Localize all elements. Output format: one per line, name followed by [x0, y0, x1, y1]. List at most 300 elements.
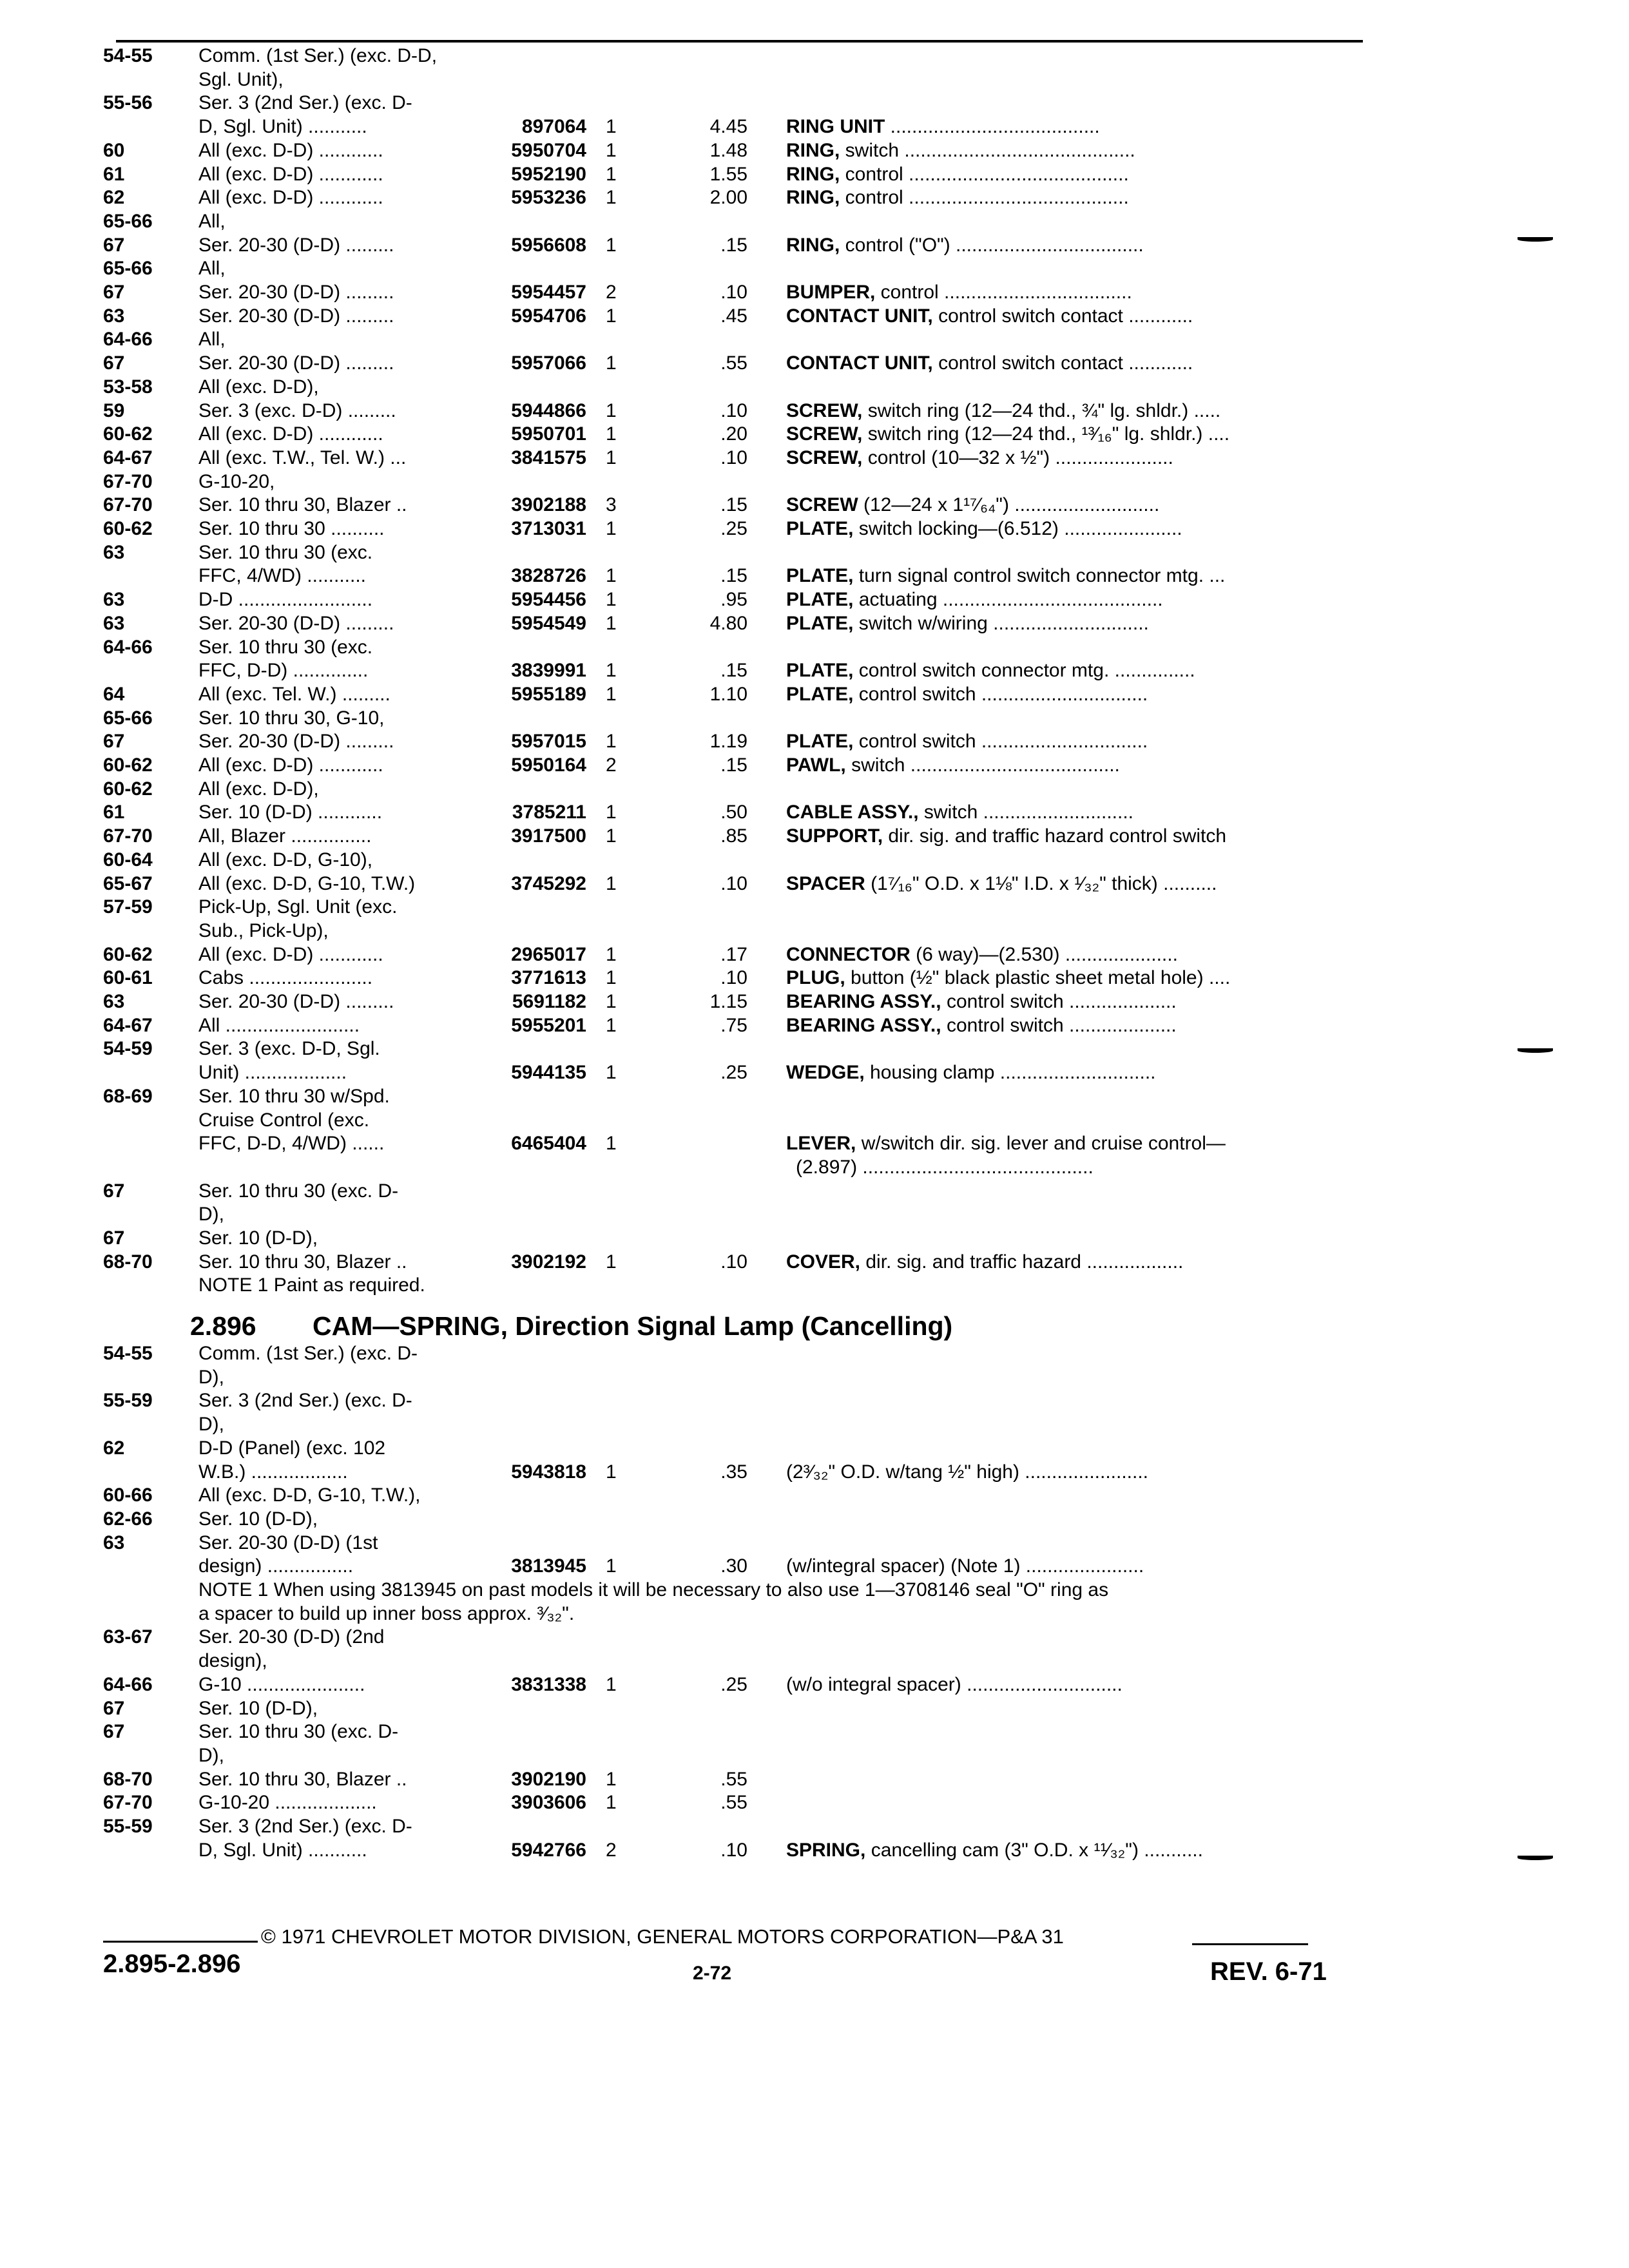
- application: All (exc. D-D, G-10, T.W.),: [198, 1486, 421, 1506]
- application: FFC, D-D) ..............: [198, 661, 369, 681]
- price: .45: [720, 306, 747, 326]
- part-description: [786, 519, 1379, 539]
- list-row: [103, 70, 1360, 95]
- price: 2.00: [709, 188, 747, 208]
- list-row: [103, 1675, 1360, 1700]
- part-description: [786, 827, 1379, 846]
- model-year: 54-55: [103, 1344, 153, 1363]
- part-name: WEDGE,: [786, 1063, 865, 1083]
- part-number: 3841575: [511, 448, 586, 468]
- application: Ser. 20-30 (D-D) .........: [198, 992, 394, 1012]
- part-name: PLUG,: [786, 968, 845, 988]
- model-year: 61: [103, 164, 125, 184]
- part-number: 5942766: [511, 1840, 586, 1860]
- application: Ser. 20-30 (D-D) .........: [198, 283, 394, 302]
- model-year: 60: [103, 140, 125, 160]
- part-detail: control .........................................: [840, 164, 1129, 184]
- list-row: [103, 732, 1360, 756]
- part-description: [786, 1016, 1379, 1035]
- list-row: [103, 590, 1360, 615]
- part-number: 3831338: [511, 1675, 586, 1695]
- price: .95: [720, 590, 747, 610]
- list-row: [103, 874, 1360, 899]
- part-number: 5952190: [511, 164, 586, 184]
- section-number: 2.896: [190, 1311, 256, 1341]
- list-row: [103, 401, 1360, 426]
- application: Comm. (1st Ser.) (exc. D-: [198, 1344, 418, 1363]
- price: .25: [720, 1063, 747, 1083]
- application: Sgl. Unit),: [198, 70, 284, 90]
- part-number: 5954456: [511, 590, 586, 610]
- list-row: [103, 543, 1360, 568]
- model-year: 67: [103, 1722, 125, 1742]
- application: Ser. 10 (D-D),: [198, 1229, 318, 1248]
- list-row: [103, 921, 1360, 946]
- part-number: 897064: [521, 117, 586, 137]
- part-detail: control switch connector mtg. ...............: [853, 661, 1195, 681]
- list-row: [103, 212, 1360, 236]
- section-heading: [190, 1313, 952, 1340]
- quantity: 1: [606, 1675, 617, 1695]
- list-row: [103, 141, 1360, 166]
- part-description: [786, 566, 1379, 586]
- part-detail: dir. sig. and traffic hazard ..................: [860, 1252, 1184, 1272]
- part-detail: switch .......................................: [845, 756, 1120, 775]
- part-detail: switch ...........................................: [840, 140, 1135, 160]
- price: .20: [720, 425, 747, 445]
- part-description: [786, 165, 1379, 184]
- application: Ser. 20-30 (D-D) .........: [198, 306, 394, 326]
- part-description: [786, 1675, 1379, 1695]
- part-description: [786, 1134, 1379, 1153]
- list-row: [103, 1793, 1360, 1818]
- model-year: 64-67: [103, 1015, 153, 1035]
- part-detail: button (½" black plastic sheet metal hole) ....: [845, 968, 1231, 988]
- application: Ser. 20-30 (D-D) .........: [198, 354, 394, 374]
- price: .15: [720, 235, 747, 255]
- model-year: 54-55: [103, 46, 153, 66]
- model-year: 65-66: [103, 259, 153, 279]
- list-row: [103, 165, 1360, 189]
- price: .17: [720, 945, 747, 965]
- quantity: 1: [606, 1793, 617, 1813]
- part-description: [786, 874, 1379, 894]
- list-row: [103, 425, 1360, 449]
- list-row: [103, 1344, 1360, 1369]
- application: All (exc. Tel. W.) .........: [198, 684, 390, 704]
- model-year: 63: [103, 613, 125, 633]
- model-year: 62: [103, 1438, 125, 1458]
- quantity: 1: [606, 874, 617, 894]
- price: 1.55: [709, 164, 747, 184]
- application: All (exc. D-D) ............: [198, 945, 383, 965]
- list-row: [103, 519, 1360, 544]
- part-description: [786, 661, 1379, 680]
- application: Ser. 10 thru 30 ..........: [198, 519, 385, 539]
- part-number: 3813945: [511, 1557, 586, 1577]
- list-row: [103, 803, 1360, 827]
- quantity: 1: [606, 827, 617, 847]
- model-year: 67-70: [103, 472, 153, 492]
- application: G-10 ......................: [198, 1675, 365, 1695]
- part-description: [796, 1158, 1389, 1177]
- quantity: 1: [606, 945, 617, 965]
- application: Sub., Pick-Up),: [198, 921, 329, 941]
- list-row: [103, 283, 1360, 307]
- quantity: 1: [606, 448, 617, 468]
- price: .10: [720, 1840, 747, 1860]
- price: .55: [720, 1769, 747, 1789]
- model-year: 60-64: [103, 850, 153, 870]
- top-rule: [116, 40, 1363, 43]
- model-year: 53-58: [103, 377, 153, 397]
- list-row: [103, 1439, 1360, 1463]
- quantity: 1: [606, 1252, 617, 1272]
- model-year: 63: [103, 543, 125, 562]
- part-detail: control ...................................: [875, 283, 1132, 302]
- part-number: 5954706: [511, 306, 586, 326]
- part-number: 3902190: [511, 1769, 586, 1789]
- part-name: SPACER: [786, 874, 865, 894]
- footer-section-range: 2.895-2.896: [103, 1950, 241, 1978]
- application: Ser. 10 thru 30 (exc. D-: [198, 1181, 399, 1201]
- list-row: [103, 566, 1360, 591]
- application: D, Sgl. Unit) ...........: [198, 1840, 367, 1860]
- part-detail: dir. sig. and traffic hazard control switch: [883, 827, 1227, 847]
- price: .10: [720, 401, 747, 421]
- part-description: [786, 992, 1379, 1012]
- quantity: 1: [606, 117, 617, 137]
- application: design),: [198, 1651, 267, 1671]
- part-number: 5950701: [511, 425, 586, 445]
- price: .15: [720, 661, 747, 681]
- list-row: [103, 1651, 1360, 1676]
- list-row: [103, 1111, 1360, 1135]
- price: .10: [720, 448, 747, 468]
- footer-page-number: 2-72: [693, 1963, 732, 1984]
- model-year: 59: [103, 401, 125, 421]
- part-detail: (w/o integral spacer) .............................: [786, 1675, 1123, 1695]
- model-year: 57-59: [103, 898, 153, 918]
- part-detail: (2.897) ...........................................: [796, 1157, 1094, 1177]
- quantity: 1: [606, 1015, 617, 1035]
- part-detail: (w/integral spacer) (Note 1) ......................: [786, 1557, 1144, 1577]
- list-row: [103, 756, 1360, 780]
- part-description: [786, 1557, 1379, 1576]
- model-year: 68-70: [103, 1769, 153, 1789]
- model-year: 67: [103, 1698, 125, 1718]
- footer-copyright-line: [103, 1927, 1366, 1952]
- margin-mark: [1518, 1856, 1553, 1860]
- part-number: 5956608: [511, 235, 586, 255]
- quantity: 1: [606, 613, 617, 633]
- price: .50: [720, 803, 747, 823]
- part-number: 5944135: [511, 1063, 586, 1083]
- quantity: 1: [606, 354, 617, 374]
- list-row: [103, 1699, 1360, 1724]
- model-year: 67: [103, 1229, 125, 1248]
- application: Comm. (1st Ser.) (exc. D-D,: [198, 46, 438, 66]
- list-row: [103, 1205, 1360, 1229]
- model-year: 68-70: [103, 1252, 153, 1272]
- quantity: 2: [606, 283, 617, 302]
- part-name: RING,: [786, 140, 840, 160]
- quantity: 1: [606, 235, 617, 255]
- part-number: 3745292: [511, 874, 586, 894]
- part-detail: (1⁷⁄₁₆" O.D. x 1⅛" I.D. x ¹⁄₃₂" thick) ..........: [865, 874, 1217, 894]
- model-year: 64-66: [103, 1675, 153, 1695]
- application: Pick-Up, Sgl. Unit (exc.: [198, 898, 398, 918]
- list-row: [103, 236, 1360, 260]
- part-detail: (6 way)—(2.530) .....................: [910, 945, 1178, 965]
- application: Cruise Control (exc.: [198, 1110, 370, 1130]
- price: .10: [720, 1252, 747, 1272]
- part-detail: cancelling cam (3" O.D. x ¹¹⁄₃₂") ...........: [865, 1840, 1203, 1860]
- part-description: [786, 1253, 1379, 1272]
- list-row: [103, 1158, 1360, 1182]
- part-name: BEARING ASSY.,: [786, 1015, 941, 1035]
- quantity: 1: [606, 590, 617, 610]
- part-number: 5957066: [511, 354, 586, 374]
- part-number: 3902188: [511, 495, 586, 515]
- part-description: [786, 1841, 1379, 1860]
- application: Ser. 20-30 (D-D) .........: [198, 732, 394, 752]
- part-number: 5957015: [511, 732, 586, 752]
- list-row: [103, 330, 1360, 354]
- application: All (exc. T.W., Tel. W.) ...: [198, 448, 407, 468]
- part-description: [786, 401, 1379, 421]
- part-detail: w/switch dir. sig. lever and cruise control—: [856, 1134, 1226, 1154]
- application: G-10-20,: [198, 472, 275, 492]
- part-number: 5955189: [511, 684, 586, 704]
- part-number: 5950164: [511, 756, 586, 775]
- application: a spacer to build up inner boss approx. ³⁄₃₂".: [198, 1604, 575, 1624]
- application: All,: [198, 259, 226, 279]
- part-description: [786, 188, 1379, 207]
- part-number: 5953236: [511, 188, 586, 208]
- part-number: 5944866: [511, 401, 586, 421]
- part-number: 3902192: [511, 1252, 586, 1272]
- application: FFC, 4/WD) ...........: [198, 566, 366, 586]
- part-description: [786, 495, 1379, 515]
- list-row: [103, 188, 1360, 213]
- model-year: 64-66: [103, 330, 153, 350]
- quantity: 1: [606, 1557, 617, 1577]
- application: Ser. 10 thru 30 (exc.: [198, 637, 373, 657]
- list-row: [103, 46, 1360, 71]
- application: Ser. 3 (exc. D-D, Sgl.: [198, 1039, 380, 1059]
- part-detail: control switch ...............................: [853, 732, 1148, 752]
- part-number: 5955201: [511, 1015, 586, 1035]
- list-row: [103, 898, 1360, 922]
- model-year: 55-56: [103, 93, 153, 113]
- part-number: 3713031: [511, 519, 586, 539]
- footer-revision: REV. 6-71: [1210, 1957, 1327, 1986]
- application: Ser. 20-30 (D-D) .........: [198, 235, 394, 255]
- part-detail: control switch contact ............: [932, 306, 1193, 326]
- list-row: [103, 354, 1360, 378]
- part-detail: switch ring (12—24 thd., ¹³⁄₁₆" lg. shldr.) ....: [862, 425, 1230, 445]
- quantity: 1: [606, 1063, 617, 1083]
- price: 1.15: [709, 992, 747, 1012]
- part-name: SUPPORT,: [786, 827, 883, 847]
- application: Ser. 3 (exc. D-D) .........: [198, 401, 396, 421]
- part-name: PLATE,: [786, 732, 854, 752]
- quantity: 1: [606, 140, 617, 160]
- model-year: 64: [103, 684, 125, 704]
- price: .35: [720, 1462, 747, 1482]
- list-row: [103, 1391, 1360, 1416]
- quantity: 1: [606, 732, 617, 752]
- application: Ser. 10 thru 30 (exc.: [198, 543, 373, 562]
- part-description: [786, 614, 1379, 633]
- list-row: [103, 685, 1360, 709]
- list-row: [103, 1039, 1360, 1064]
- part-name: RING UNIT: [786, 117, 885, 137]
- model-year: 65-67: [103, 874, 153, 894]
- part-number: 3828726: [511, 566, 586, 586]
- application: All (exc. D-D) ............: [198, 188, 383, 208]
- model-year: 65-66: [103, 708, 153, 728]
- model-year: 62: [103, 188, 125, 208]
- quantity: 1: [606, 401, 617, 421]
- price: .10: [720, 874, 747, 894]
- part-description: [786, 968, 1379, 988]
- part-detail: (2³⁄₃₂" O.D. w/tang ½" high) .......................: [786, 1462, 1149, 1482]
- price: .15: [720, 566, 747, 586]
- model-year: 61: [103, 803, 125, 823]
- model-year: 62-66: [103, 1509, 153, 1529]
- part-detail: housing clamp .............................: [864, 1063, 1156, 1083]
- application: Ser. 20-30 (D-D) (1st: [198, 1533, 378, 1553]
- model-year: 60-62: [103, 756, 153, 775]
- model-year: 63: [103, 1533, 125, 1553]
- part-name: PLATE,: [786, 613, 854, 633]
- model-year: 63: [103, 590, 125, 610]
- list-row: [103, 1533, 1360, 1558]
- price: .25: [720, 519, 747, 539]
- application: All (exc. D-D),: [198, 377, 319, 397]
- margin-mark: [1518, 1048, 1553, 1053]
- price: .10: [720, 968, 747, 988]
- price: .55: [720, 1793, 747, 1813]
- list-row: [103, 709, 1360, 733]
- part-name: COVER,: [786, 1252, 861, 1272]
- part-description: [786, 448, 1379, 468]
- list-row: [103, 850, 1360, 875]
- model-year: 60-66: [103, 1486, 153, 1506]
- model-year: 67-70: [103, 827, 153, 847]
- model-year: 55-59: [103, 1391, 153, 1411]
- list-row: [103, 1368, 1360, 1392]
- part-description: [786, 803, 1379, 822]
- part-name: SPRING,: [786, 1840, 866, 1860]
- part-detail: turn signal control switch connector mtg. ...: [853, 566, 1226, 586]
- quantity: 1: [606, 306, 617, 326]
- part-description: [786, 732, 1379, 751]
- list-row: [103, 93, 1360, 118]
- part-name: LEVER,: [786, 1134, 856, 1154]
- quantity: 1: [606, 188, 617, 208]
- part-name: RING,: [786, 164, 840, 184]
- application: All (exc. D-D, G-10, T.W.): [198, 874, 416, 894]
- application: G-10-20 ...................: [198, 1793, 377, 1813]
- part-name: PLATE,: [786, 590, 854, 610]
- list-row: [103, 968, 1360, 993]
- price: .10: [720, 283, 747, 302]
- model-year: 64-67: [103, 448, 153, 468]
- part-description: [786, 425, 1379, 444]
- quantity: 1: [606, 164, 617, 184]
- part-name: PLATE,: [786, 566, 854, 586]
- list-row: [103, 827, 1360, 851]
- part-description: [786, 685, 1379, 704]
- application: W.B.) ..................: [198, 1462, 348, 1482]
- part-name: CONTACT UNIT,: [786, 354, 933, 374]
- application: Ser. 3 (2nd Ser.) (exc. D-: [198, 93, 412, 113]
- quantity: 1: [606, 425, 617, 445]
- model-year: 64-66: [103, 637, 153, 657]
- list-row: [103, 661, 1360, 686]
- application: D),: [198, 1205, 224, 1225]
- part-number: 5954549: [511, 613, 586, 633]
- part-number: 3903606: [511, 1793, 586, 1813]
- part-detail: switch locking—(6.512) ......................: [853, 519, 1182, 539]
- part-description: [786, 307, 1379, 326]
- model-year: 54-59: [103, 1039, 153, 1059]
- model-year: 60-62: [103, 945, 153, 965]
- price: .75: [720, 1015, 747, 1035]
- list-row: [103, 259, 1360, 284]
- part-number: 6465404: [511, 1134, 586, 1154]
- part-detail: control switch ...............................: [853, 684, 1148, 704]
- model-year: 65-66: [103, 211, 153, 231]
- part-description: [786, 117, 1379, 137]
- application: D),: [198, 1415, 224, 1435]
- application: All (exc. D-D) ............: [198, 756, 383, 775]
- part-description: [786, 354, 1379, 373]
- model-year: 67: [103, 732, 125, 752]
- part-number: 3771613: [511, 968, 586, 988]
- model-year: 67: [103, 354, 125, 374]
- application: FFC, D-D, 4/WD) ......: [198, 1134, 385, 1154]
- application: All,: [198, 211, 226, 231]
- quantity: 3: [606, 495, 617, 515]
- model-year: 60-62: [103, 779, 153, 799]
- part-number: 5943818: [511, 1462, 586, 1482]
- part-detail: control ("O") ...................................: [840, 235, 1144, 255]
- part-detail: switch w/wiring .............................: [853, 613, 1149, 633]
- quantity: 1: [606, 1462, 617, 1482]
- model-year: 67: [103, 235, 125, 255]
- part-name: PLATE,: [786, 661, 854, 681]
- quantity: 1: [606, 566, 617, 586]
- list-row: [103, 495, 1360, 520]
- application: All (exc. D-D),: [198, 779, 319, 799]
- part-number: 3785211: [512, 803, 586, 823]
- part-detail: switch ring (12—24 thd., ¾" lg. shldr.) .....: [862, 401, 1221, 421]
- application: Ser. 10 thru 30, Blazer ..: [198, 1252, 407, 1272]
- part-number: 5954457: [511, 283, 586, 302]
- part-name: BEARING ASSY.,: [786, 992, 941, 1012]
- application: All .........................: [198, 1015, 360, 1035]
- part-description: [786, 236, 1379, 255]
- model-year: 60-62: [103, 425, 153, 445]
- application: Ser. 10 thru 30, Blazer ..: [198, 1769, 407, 1789]
- application: Ser. 10 thru 30, G-10,: [198, 708, 385, 728]
- part-description: [786, 590, 1379, 610]
- application: All (exc. D-D) ............: [198, 164, 383, 184]
